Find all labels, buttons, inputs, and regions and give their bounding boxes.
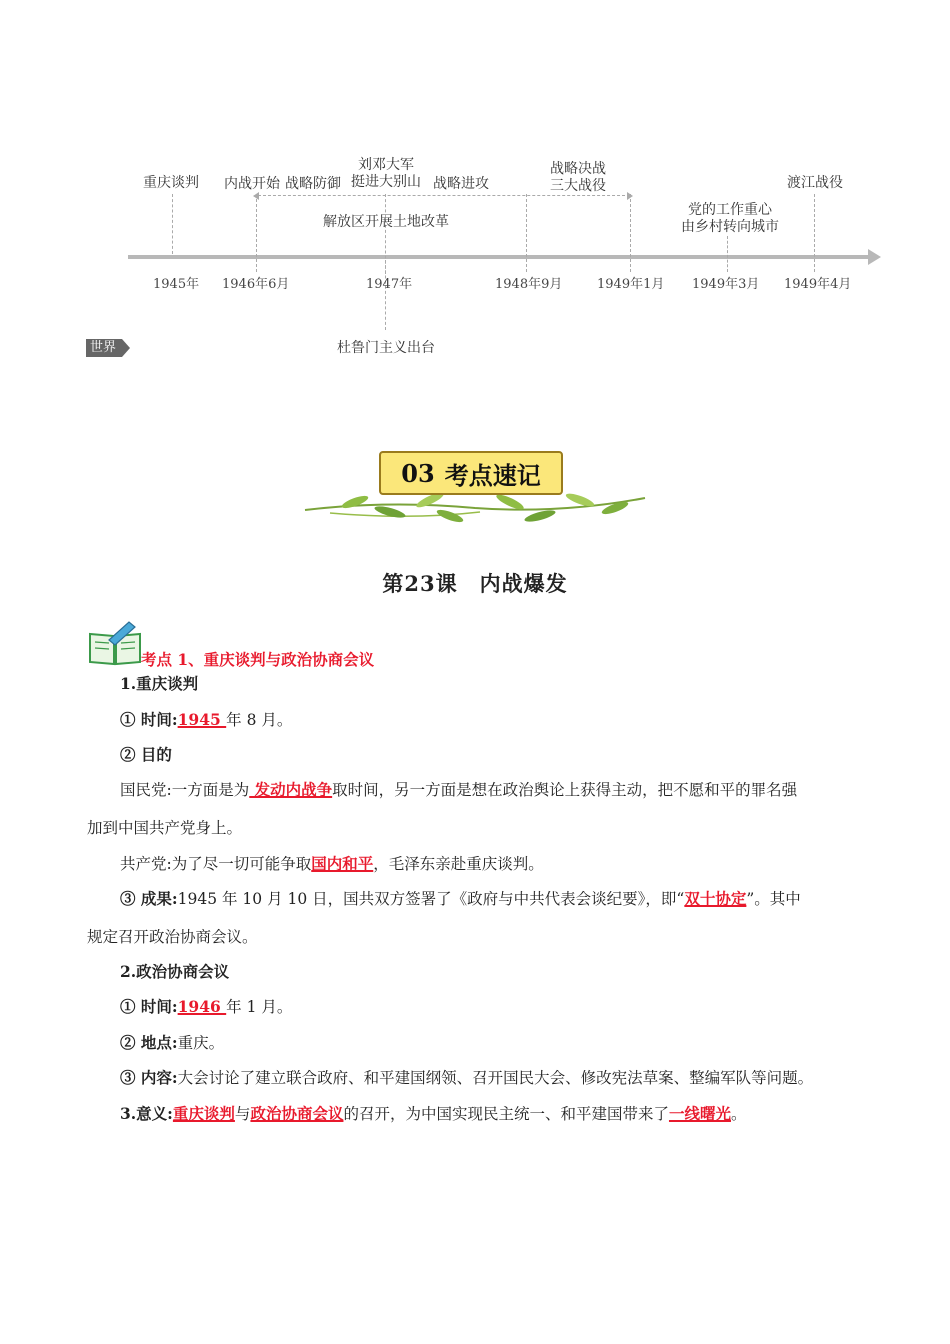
date-1948-9: 1948年9月 [495, 277, 563, 292]
result-line: ③ 成果:1945 年 10 月 10 日，国共双方签署了《政府与中共代表会谈纪要》，即“双十协定”。其中 [120, 889, 801, 908]
result-line-cont: 规定召开政治协商会议。 [87, 928, 258, 946]
subsection-1-title: 1.重庆谈判 [120, 674, 199, 693]
significance-line: 3.意义:重庆谈判与政治协商会议的召开，为中国实现民主统一、和平建国带来了一线曙光。 [120, 1104, 747, 1123]
lesson-title: 第23课 内战爆发 [382, 571, 568, 596]
s1-purpose-label: ② 目的 [120, 745, 172, 764]
date-1945: 1945年 [153, 277, 200, 292]
connector [526, 194, 527, 272]
event-strategic-offense: 战略进攻 [433, 176, 489, 192]
s1-time: ① 时间:1945 年 8 月。 [120, 710, 293, 729]
event-land-reform: 解放区开展土地改革 [323, 214, 449, 230]
range-arrow-icon [253, 192, 259, 200]
event-decisive-battles: 战略决战 三大战役 [550, 161, 606, 194]
event-civil-war-start: 内战开始 [224, 176, 280, 192]
s2-time: ① 时间:1946 年 1 月。 [120, 997, 293, 1016]
event-truman-doctrine: 杜鲁门主义出台 [337, 340, 435, 356]
event-yangtze-crossing: 渡江战役 [787, 175, 843, 191]
date-1946-6: 1946年6月 [222, 277, 290, 292]
banner-number: 03 [401, 458, 435, 488]
timeline-arrow-icon [868, 249, 881, 265]
date-1949-3: 1949年3月 [692, 277, 760, 292]
book-icon [87, 620, 143, 666]
connector [814, 194, 815, 272]
date-1949-4: 1949年4月 [784, 277, 852, 292]
event-liu-deng: 刘邓大军 挺进大别山 [351, 157, 421, 190]
cpc-line: 共产党:为了尽一切可能争取国内和平，毛泽东亲赴重庆谈判。 [120, 854, 544, 873]
connector [256, 194, 257, 272]
range-line [258, 195, 630, 196]
s2-content: ③ 内容:大会讨论了建立联合政府、和平建国纲领、召开国民大会、修改宪法草案、整编军队等问题。 [120, 1068, 814, 1087]
date-1949-1: 1949年1月 [597, 277, 665, 292]
section-banner [379, 451, 563, 495]
timeline-axis [128, 255, 870, 259]
date-1947: 1947年 [366, 277, 413, 292]
event-strategic-defense: 战略防御 [285, 176, 341, 192]
connector [727, 236, 728, 272]
range-arrow-icon [627, 192, 633, 200]
connector [385, 260, 386, 330]
kmt-line: 国民党:一方面是为 发动内战争取时间，另一方面是想在政治舆论上获得主动，把不愿和平的罪名强 [120, 780, 798, 799]
connector [172, 194, 173, 254]
section-heading: 考点 1、重庆谈判与政治协商会议 [141, 650, 375, 669]
subsection-2-title: 2.政治协商会议 [120, 962, 230, 981]
s2-place: ② 地点:重庆。 [120, 1033, 225, 1052]
event-chongqing: 重庆谈判 [143, 175, 199, 191]
world-tag: 世界 [86, 339, 122, 357]
banner-text: 考点速记 [444, 460, 541, 490]
event-party-focus: 党的工作重心 由乡村转向城市 [681, 202, 779, 235]
connector [630, 194, 631, 272]
kmt-line-cont: 加到中国共产党身上。 [87, 819, 243, 837]
